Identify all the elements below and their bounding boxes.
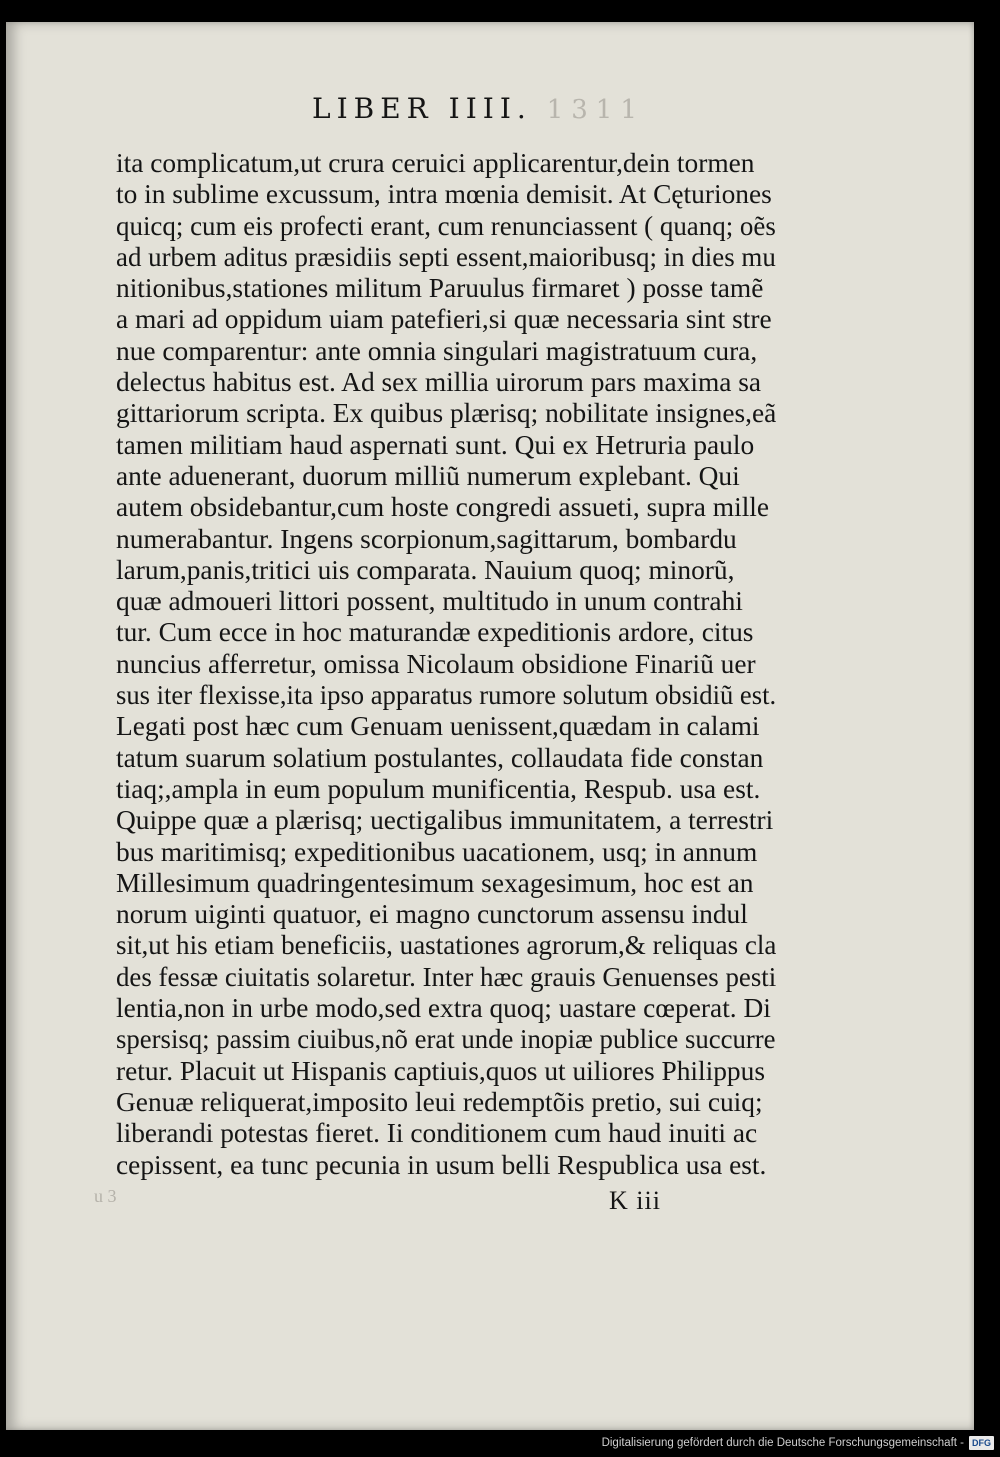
text-line: larum,panis,tritici uis comparata. Nauium quoq; minorũ, — [116, 554, 735, 585]
text-line: ita complicatum,ut crura ceruici applicarentur,dein tormen — [116, 148, 755, 178]
text-line: des fessæ ciuitatis solaretur. Inter hæc grauis Genuenses pesti — [116, 961, 777, 992]
text-line: nitionibus,stationes militum Paruulus firmaret ) posse tamẽ — [116, 273, 764, 304]
text-line: quicq; cum eis profecti erant, cum renunciassent ( quanq; oẽs — [116, 210, 776, 241]
text-line: numerabantur. Ingens scorpionum,sagittarum, bombardu — [116, 523, 737, 554]
book-page — [6, 22, 974, 1430]
text-line: tamen militiam haud aspernati sunt. Qui ex Hetruria paulo — [116, 429, 755, 460]
text-line: ad urbem aditus præsidiis septi essent,maioribusq; in dies mu — [116, 241, 776, 272]
text-line: delectus habitus est. Ad sex millia uirorum pars maxima sa — [116, 367, 762, 398]
text-line: tatum suarum solatium postulantes, collaudata fide constan — [116, 742, 764, 773]
text-line: cepissent, ea tunc pecunia in usum belli Respublica usa est. — [116, 1149, 767, 1180]
text-line: a mari ad oppidum uiam patefieri,si quæ necessaria sint stre — [116, 304, 772, 335]
text-line: nuncius afferretur, omissa Nicolaum obsidione Finariũ uer — [116, 648, 756, 679]
header-title: LIBER IIII. — [312, 92, 532, 125]
body-text — [116, 148, 776, 1181]
footer-credit — [602, 1434, 994, 1452]
text-line: nue comparentur: ante omnia singulari magistratuum cura, — [116, 335, 758, 366]
text-line: to in sublime excussum, intra mœnia demisit. At Cęturiones — [116, 179, 772, 210]
header-faint-mark: 1311 — [546, 95, 645, 125]
text-line: quæ admoueri littori possent, multitudo in unum contrahi — [116, 586, 743, 617]
text-line: Millesimum quadringentesimum sexagesimum, hoc est an — [116, 867, 754, 898]
text-line: liberandi potestas fieret. Ii conditionem cum haud inuiti ac — [116, 1118, 758, 1149]
text-line: lentia,non in urbe modo,sed extra quoq; uastare cœperat. Di — [116, 993, 771, 1024]
text-line: Legati post hæc cum Genuam uenissent,quædam in calami — [116, 711, 760, 742]
text-line: spersisq; passim ciuibus,nõ erat unde inopiæ publice succurre — [116, 1024, 776, 1055]
text-line: norum uiginti quatuor, ei magno cunctorum assensu indul — [116, 899, 748, 930]
text-line: Quippe quæ a plærisq; uectigalibus immunitatem, a terrestri — [116, 805, 774, 836]
dfg-logo-icon[interactable]: DFG — [969, 1436, 994, 1450]
text-line: tur. Cum ecce in hoc maturandæ expeditionis ardore, citus — [116, 617, 754, 648]
text-line: gittariorum scripta. Ex quibus plærisq; nobilitate insignes,eã — [116, 398, 777, 429]
text-line: sit,ut his etiam beneficiis, uastationes agrorum,& reliquas cla — [116, 930, 777, 961]
running-header — [312, 92, 645, 125]
text-line: autem obsidebantur,cum hoste congredi assueti, supra mille — [116, 492, 770, 523]
text-line: sus iter flexisse,ita ipso apparatus rumore solutum obsidiũ est. — [116, 680, 777, 711]
faint-corner-mark: u 3 — [94, 1186, 117, 1206]
text-line: Genuæ reliquerat,imposito leui redemptõis pretio, sui cuiq; — [116, 1086, 763, 1117]
text-line: tiaq;,ampla in eum populum munificentia, Respub. usa est. — [116, 773, 761, 804]
text-line: retur. Placuit ut Hispanis captiuis,quos ut uiliores Philippus — [116, 1055, 765, 1086]
signature-mark: K iii — [609, 1186, 661, 1215]
text-line: bus maritimisq; expeditionibus uacationem, usq; in annum — [116, 836, 758, 867]
footer-text: Digitalisierung gefördert durch die Deutsche Forschungsgemeinschaft - — [601, 1437, 964, 1449]
text-line: ante aduenerant, duorum milliũ numerum explebant. Qui — [116, 460, 740, 491]
